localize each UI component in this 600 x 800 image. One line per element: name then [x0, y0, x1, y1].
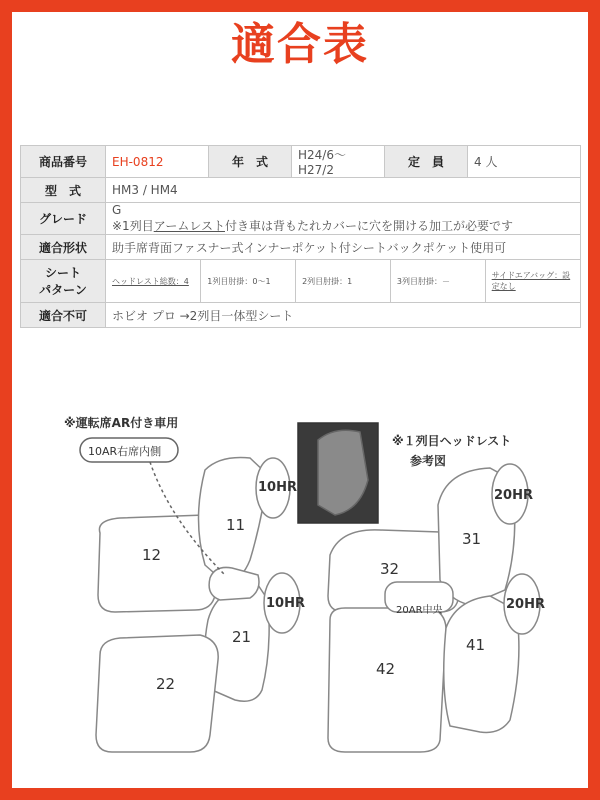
part-label-20hr-lower: 20HR	[506, 597, 545, 612]
incompatible-value: ホビオ プロ →2列目一体型シート	[106, 303, 581, 328]
pattern-row3-arm: 3列目肘掛：－	[390, 260, 485, 302]
part-label-21: 21	[232, 628, 252, 646]
part-label-12: 12	[142, 546, 162, 564]
pattern-label-line-1: シート	[44, 266, 81, 280]
label-20ar: 20AR中央	[396, 605, 443, 616]
year-label: 年 式	[209, 146, 292, 178]
grade-line-1: G	[112, 203, 122, 217]
fit-shape-value: 助手席背面ファスナー式インナーポケット付シートバックポケット使用可	[106, 235, 581, 260]
grade-label: グレード	[21, 203, 106, 235]
part-label-42: 42	[376, 660, 396, 678]
pattern-row1-arm: 1列目肘掛：0〜1	[201, 260, 296, 302]
armrest-10ar	[209, 567, 259, 600]
part-label-31: 31	[462, 530, 482, 548]
callout-10ar-label: 10AR右席内側	[88, 445, 162, 458]
capacity-label: 定 員	[385, 146, 468, 178]
pattern-label-line-2: パターン	[39, 283, 87, 297]
part-label-41: 41	[466, 636, 486, 654]
part-label-10hr-lower: 10HR	[266, 596, 305, 611]
fit-shape-label: 適合形状	[21, 235, 106, 260]
armrest-text: アームレスト	[153, 219, 225, 233]
grade-note-prefix: ※1列目	[112, 219, 154, 233]
pattern-headrest: ヘッドレスト総数：4	[106, 260, 201, 302]
capacity-value: 4 人	[468, 146, 581, 178]
part-label-10hr-top: 10HR	[258, 480, 297, 495]
pattern-row2-arm: 2列目肘掛：1	[296, 260, 391, 302]
incompatible-label: 適合不可	[21, 303, 106, 328]
model-value: HM3 / HM4	[106, 178, 581, 203]
driver-ar-note: ※運転席AR付き車用	[64, 416, 179, 430]
part-label-22: 22	[156, 675, 176, 693]
page-title: 適合表	[231, 19, 369, 70]
pattern-airbag: サイドエアバッグ：設定なし	[491, 271, 571, 291]
headrest-ref-line-1: ※１列目ヘッドレスト	[392, 434, 512, 448]
seat-part-42	[328, 608, 446, 752]
model-label: 型 式	[21, 178, 106, 203]
grade-note-suffix: 付き車は背もたれカバーに穴を開ける加工が必要です	[224, 219, 513, 233]
year-value: H24/6～H27/2	[292, 146, 385, 178]
headrest-ref-line-2: 参考図	[410, 454, 447, 468]
product-no-label: 商品番号	[21, 146, 106, 178]
seat-part-22	[96, 635, 218, 752]
part-label-20hr-top: 20HR	[494, 488, 533, 503]
product-no-value: EH-0812	[106, 146, 209, 178]
part-label-32: 32	[380, 560, 400, 578]
part-label-11: 11	[226, 516, 246, 534]
